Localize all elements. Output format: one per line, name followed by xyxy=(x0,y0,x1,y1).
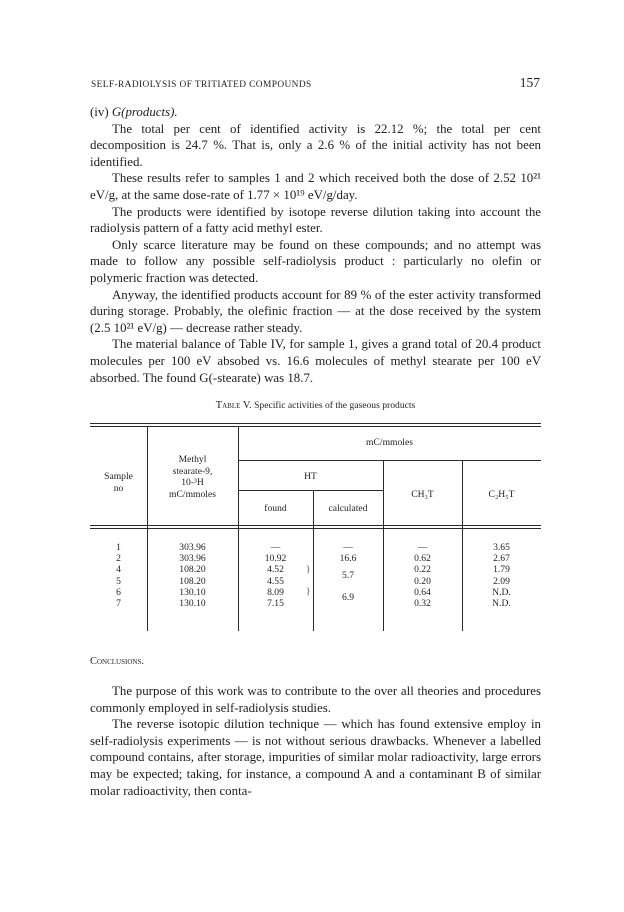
cell-calculated: 16.6 xyxy=(339,553,357,564)
header-methyl-stearate xyxy=(147,454,238,500)
header-ht: HT xyxy=(304,471,317,482)
header-sample-line1: Sample xyxy=(104,471,133,482)
column-calculated xyxy=(313,423,383,631)
header-c2h5t: C₂H₅T xyxy=(488,489,515,500)
cell-sample: 6 xyxy=(116,586,121,598)
cell-found: 4.52 xyxy=(267,564,284,576)
running-head: SELF-RADIOLYSIS OF TRITIATED COMPOUNDS xyxy=(91,80,312,90)
paragraph: The products were identified by isotope reverse dilution taking into account the radiolysis pattern of a fatty acid methyl ester. xyxy=(90,204,541,236)
conclusions-heading-text: Conclusions. xyxy=(90,656,144,667)
section-heading xyxy=(90,104,541,121)
header-sample-line2: no xyxy=(113,482,124,494)
conclusions-heading xyxy=(90,655,144,667)
cell-sample: 7 xyxy=(116,598,121,610)
cell-ch3t: — xyxy=(417,542,428,553)
paragraph: The material balance of Table IV, for sample 1, gives a grand total of 20.4 product molecules per 100 eV absobed vs. 16.6 molecules of methyl stearate per 100 eV absorbed. The found G(-stearate) was 18.7. xyxy=(90,337,541,385)
cell-methyl: 130.10 xyxy=(179,598,206,610)
paragraph: These results refer to samples 1 and 2 which received both the dose of 2.52 10²¹ eV/g, at the same dose-rate of 1.77 × 10¹⁹ eV/g/day. xyxy=(90,171,541,202)
cell-found: — xyxy=(270,542,281,553)
cell-c2h5t: 2.67 xyxy=(493,553,510,565)
header-mc-mmoles-group: mC/mmoles xyxy=(366,437,413,448)
header-methyl-line2: stearate-9, xyxy=(172,465,213,477)
header-calculated: calculated xyxy=(328,503,368,514)
cell-sample: 1 xyxy=(116,542,121,553)
cell-c2h5t: N.D. xyxy=(492,586,511,598)
cell-calculated: — xyxy=(343,542,353,553)
cell-calculated: 5.7 xyxy=(342,570,354,581)
cell-found: 8.09 xyxy=(267,586,284,598)
data-table xyxy=(90,423,541,631)
header-methyl-line3: 10-³H xyxy=(181,477,204,488)
cell-sample: 5 xyxy=(116,575,121,587)
cell-ch3t: 0.20 xyxy=(414,575,431,587)
section-heading-number: (iv) xyxy=(90,105,112,119)
table-caption xyxy=(90,400,541,411)
header-methyl-line4: mC/mmoles xyxy=(169,488,216,500)
section-iv xyxy=(90,104,541,386)
cell-methyl: 108.20 xyxy=(179,564,206,576)
cell-c2h5t: N.D. xyxy=(492,598,511,610)
column-ch3t xyxy=(383,542,462,609)
cell-methyl: 108.20 xyxy=(179,575,206,587)
cell-found: 10.92 xyxy=(264,553,287,565)
conclusions-section xyxy=(90,683,541,799)
table-caption-label: Table V. xyxy=(215,400,252,411)
section-heading-text: G(products). xyxy=(111,105,178,119)
bracket-mark: } xyxy=(306,564,311,574)
column-sample xyxy=(90,542,147,609)
table-caption-text: Specific activities of the gaseous products xyxy=(254,400,416,411)
cell-calculated: 6.9 xyxy=(342,592,354,603)
header-methyl-line1: Methyl xyxy=(178,454,207,465)
paragraph: Anyway, the identified products account for 89 % of the ester activity transformed during storage. Probably, the olefinic fraction — at the dose received by the system (2.5 10²¹ eV/g) — decrease rather steady. xyxy=(90,287,541,335)
cell-sample: 2 xyxy=(116,553,121,565)
page-number: 157 xyxy=(519,75,540,90)
bracket-mark: } xyxy=(306,586,311,596)
cell-ch3t: 0.22 xyxy=(414,564,431,576)
group-header-rule xyxy=(238,460,541,461)
cell-found: 7.15 xyxy=(267,598,284,610)
column-found xyxy=(238,542,313,609)
cell-c2h5t: 3.65 xyxy=(493,542,510,553)
cell-ch3t: 0.62 xyxy=(414,553,431,565)
column-methyl-stearate xyxy=(147,542,238,609)
cell-sample: 4 xyxy=(116,564,121,576)
cell-ch3t: 0.32 xyxy=(414,598,431,610)
header-found: found xyxy=(264,503,287,514)
header-ch3t: CH₃T xyxy=(411,489,434,500)
header-sample xyxy=(90,471,147,494)
cell-found: 4.55 xyxy=(267,575,284,587)
cell-c2h5t: 1.79 xyxy=(493,564,510,576)
paragraph: Only scarce literature may be found on these compounds; and no attempt was made to follow any possible self-radiolysis product : particularly no olefin or polymeric fraction was detected. xyxy=(90,237,541,285)
cell-methyl: 130.10 xyxy=(179,586,206,598)
column-c2h5t xyxy=(462,542,541,609)
paragraph: The purpose of this work was to contribute to the over all theories and procedures commonly employed in self-radiolysis studies. xyxy=(90,684,541,715)
paragraph: The total per cent of identified activity is 22.12 %; the total per cent decomposition is 24.7 %. That is, only a 2.6 % of the initial activity has not been identified. xyxy=(90,121,541,169)
cell-c2h5t: 2.09 xyxy=(493,575,510,587)
paragraph: The reverse isotopic dilution technique — which has found extensive employ in self-radiolysis experiments — is not without serious drawbacks. Whenever a labelled compound contains, after storage, impurities of similar molar radioactivity, large errors may be expected; taking, for instance, a compound A and a contaminant B of similar molar radioactivity, then conta- xyxy=(90,717,541,798)
cell-methyl: 303.96 xyxy=(179,542,206,553)
cell-ch3t: 0.64 xyxy=(414,586,431,598)
cell-methyl: 303.96 xyxy=(179,553,206,565)
